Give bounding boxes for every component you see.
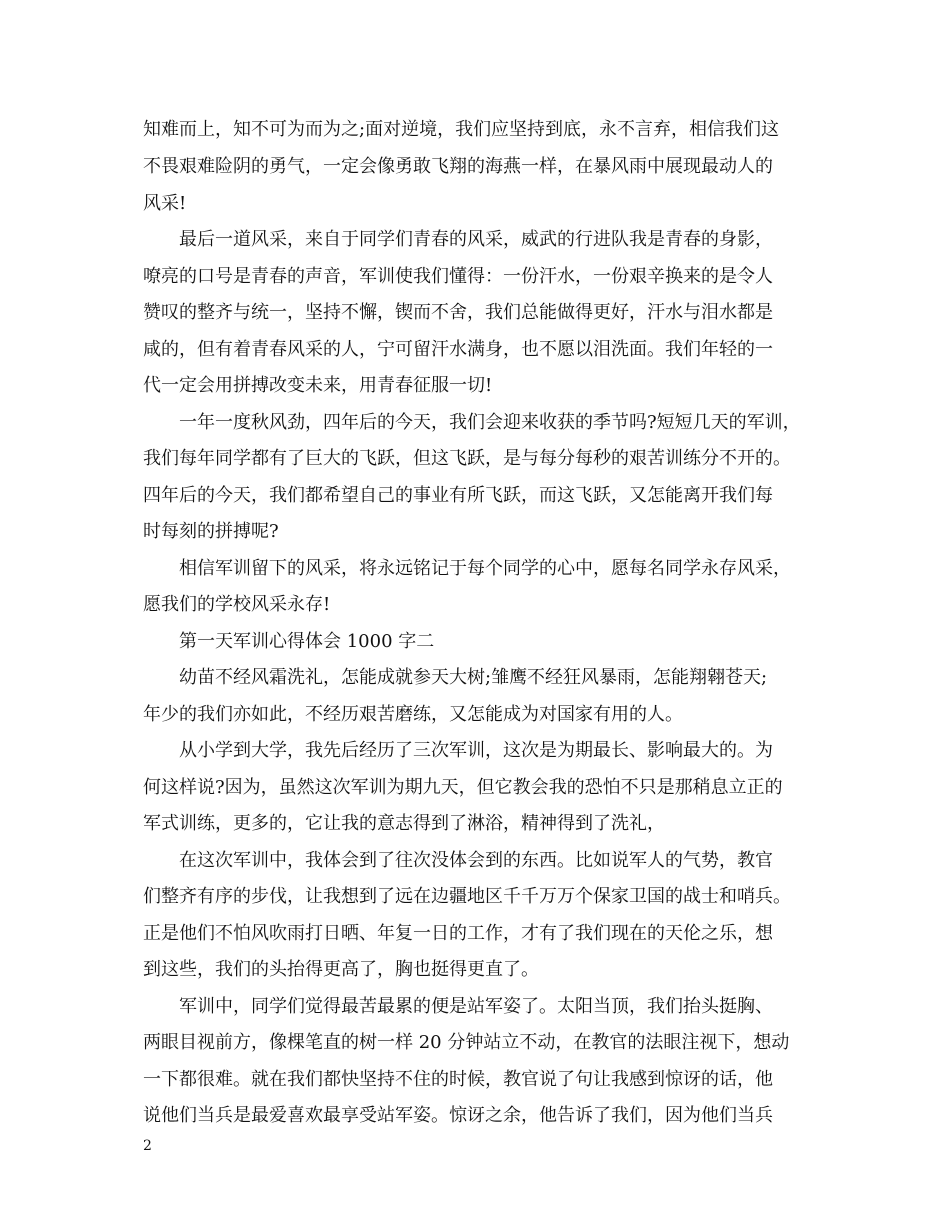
paragraph-start-line: 军训中，同学们觉得最苦最累的便是站军姿了。太阳当顶，我们抬头挺胸、 xyxy=(179,996,773,1017)
text-line: 愿我们的学校风采永存! xyxy=(143,594,331,615)
text-line: 一下都很难。就在我们都快坚持不住的时候，教官说了句让我感到惊讶的话，他 xyxy=(143,1069,773,1090)
text-line: 我们每年同学都有了巨大的飞跃，但这飞跃，是与每分每秒的艰苦训练分不开的。 xyxy=(143,448,791,469)
text-line: 风采! xyxy=(143,193,187,214)
text-line: 军式训练，更多的，它让我的意志得到了淋浴，精神得到了洗礼， xyxy=(143,813,665,834)
text-line: 时每刻的拼搏呢? xyxy=(143,521,279,542)
text-line: 何这样说?因为，虽然这次军训为期九天，但它教会我的恐怕不只是那稍息立正的 xyxy=(143,777,783,798)
text-line: 到这些，我们的头抬得更高了，胸也挺得更直了。 xyxy=(143,959,539,980)
paragraph-start-line: 最后一道风采，来自于同学们青春的风采，威武的行进队我是青春的身影， xyxy=(179,229,773,250)
text-line: 咸的，但有着青春风采的人，宁可留汗水满身，也不愿以泪洗面。我们年轻的一 xyxy=(143,339,773,360)
paragraph-start-line: 在这次军训中，我体会到了往次没体会到的东西。比如说军人的气势，教官 xyxy=(179,850,773,871)
text-line: 两眼目视前方，像棵笔直的树一样 20 分钟站立不动，在教官的法眼注视下，想动 xyxy=(143,1032,790,1053)
text-line: 知难而上，知不可为而为之;面对逆境，我们应坚持到底，永不言弃，相信我们这 xyxy=(143,119,780,140)
text-line: 正是他们不怕风吹雨打日晒、年复一日的工作，才有了我们现在的天伦之乐，想 xyxy=(143,923,773,944)
paragraph-start-line: 幼苗不经风霜洗礼，怎能成就参天大树;雏鹰不经狂风暴雨，怎能翔翱苍天; xyxy=(179,667,768,688)
paragraph-start-line: 一年一度秋风劲，四年后的今天，我们会迎来收获的季节吗?短短几天的军训， xyxy=(179,412,801,433)
text-line: 赞叹的整齐与统一，坚持不懈，锲而不舍，我们总能做得更好，汗水与泪水都是 xyxy=(143,302,773,323)
paragraph-start-line: 从小学到大学，我先后经历了三次军训，这次是为期最长、影响最大的。为 xyxy=(179,740,773,761)
text-line: 代一定会用拼搏改变未来，用青春征服一切! xyxy=(143,375,493,396)
text-line: 年少的我们亦如此，不经历艰苦磨练，又怎能成为对国家有用的人。 xyxy=(143,704,683,725)
page-number: 2 xyxy=(143,1138,152,1154)
text-line: 不畏艰难险阴的勇气，一定会像勇敢飞翔的海燕一样，在暴风雨中展现最动人的 xyxy=(143,156,773,177)
text-line: 们整齐有序的步伐，让我想到了远在边疆地区千千万万个保家卫国的战士和哨兵。 xyxy=(143,886,791,907)
section-heading: 第一天军训心得体会 1000 字二 xyxy=(179,631,435,652)
text-line: 四年后的今天，我们都希望自己的事业有所飞跃，而这飞跃，又怎能离开我们每 xyxy=(143,485,773,506)
text-line: 说他们当兵是最爱喜欢最享受站军姿。惊讶之余，他告诉了我们，因为他们当兵 xyxy=(143,1105,773,1126)
paragraph-start-line: 相信军训留下的风采，将永远铭记于每个同学的心中，愿每名同学永存风采， xyxy=(179,558,791,579)
text-line: 嘹亮的口号是青春的声音，军训使我们懂得：一份汗水，一份艰辛换来的是令人 xyxy=(143,266,773,287)
